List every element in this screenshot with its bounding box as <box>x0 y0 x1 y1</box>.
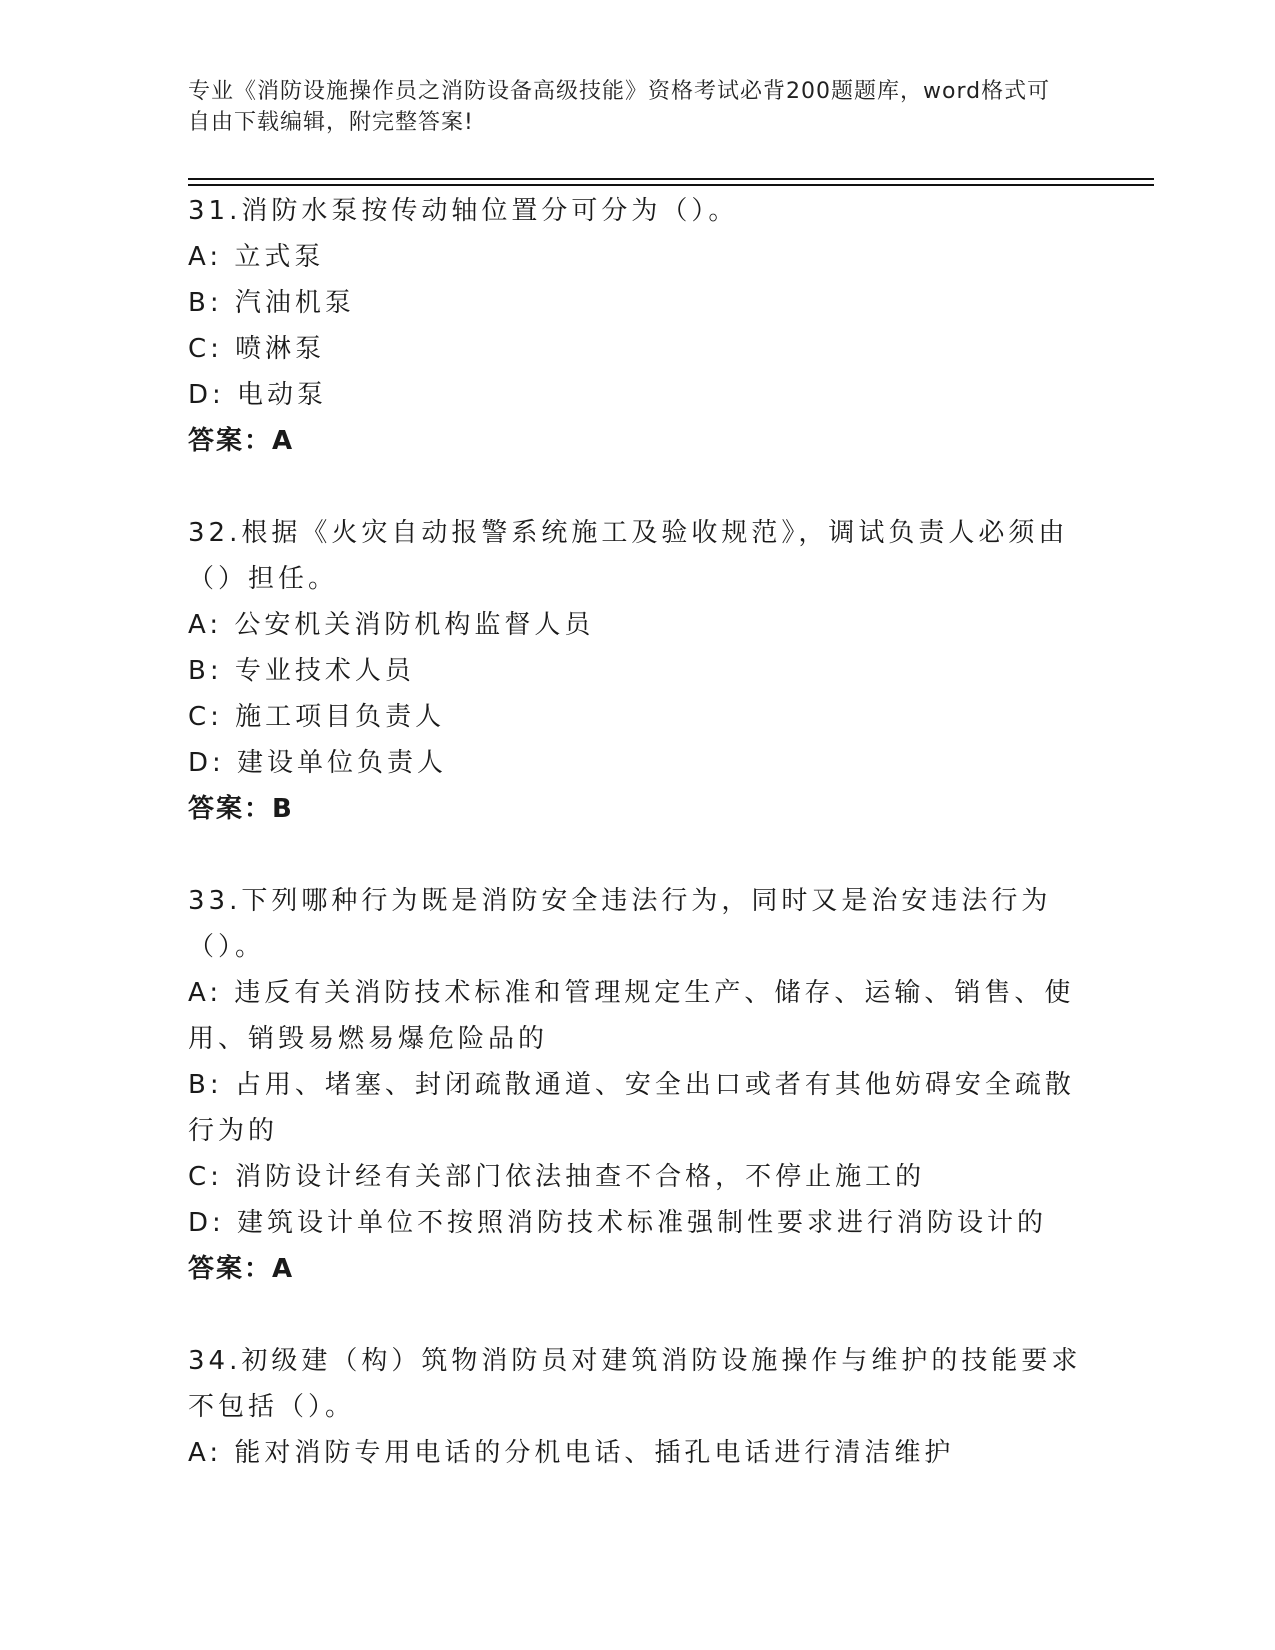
option-c: C: 施工项目负责人 <box>188 702 446 732</box>
option-d: D: 电动泵 <box>188 380 328 410</box>
option-c: C: 消防设计经有关部门依法抽查不合格，不停止施工的 <box>188 1162 926 1192</box>
question-stem: 34.初级建（构）筑物消防员对建筑消防设施操作与维护的技能要求不包括（）。 <box>188 1346 1082 1422</box>
option-a: A: 立式泵 <box>188 242 325 272</box>
question-stem: 32.根据《火灾自动报警系统施工及验收规范》，调试负责人必须由（）担任。 <box>188 518 1069 594</box>
answer: 答案：A <box>188 1254 295 1284</box>
question-stem: 33.下列哪种行为既是消防安全违法行为，同时又是治安违法行为（）。 <box>188 886 1052 962</box>
option-c: C: 喷淋泵 <box>188 334 326 364</box>
question-list <box>188 188 1088 1522</box>
question-33 <box>188 878 1088 1292</box>
question-stem: 31.消防水泵按传动轴位置分可分为（）。 <box>188 196 739 226</box>
answer: 答案：A <box>188 426 295 456</box>
header-rule-top <box>188 178 1154 180</box>
option-a: A: 违反有关消防技术标准和管理规定生产、储存、运输、销售、使用、销毁易燃易爆危险品的 <box>188 978 1075 1054</box>
option-a: A: 能对消防专用电话的分机电话、插孔电话进行清洁维护 <box>188 1438 955 1468</box>
option-b: B: 占用、堵塞、封闭疏散通道、安全出口或者有其他妨碍安全疏散行为的 <box>188 1070 1075 1146</box>
question-31 <box>188 188 1088 464</box>
answer: 答案：B <box>188 794 294 824</box>
header-rule-bottom <box>188 184 1154 186</box>
option-b: B: 汽油机泵 <box>188 288 355 318</box>
question-32 <box>188 510 1088 832</box>
option-b: B: 专业技术人员 <box>188 656 415 686</box>
option-d: D: 建设单位负责人 <box>188 748 448 778</box>
question-34 <box>188 1338 1088 1476</box>
option-a: A: 公安机关消防机构监督人员 <box>188 610 595 640</box>
document-header: 专业《消防设施操作员之消防设备高级技能》资格考试必背200题题库，word格式可自由下载编辑，附完整答案! <box>188 79 1051 135</box>
option-d: D: 建筑设计单位不按照消防技术标准强制性要求进行消防设计的 <box>188 1208 1048 1238</box>
